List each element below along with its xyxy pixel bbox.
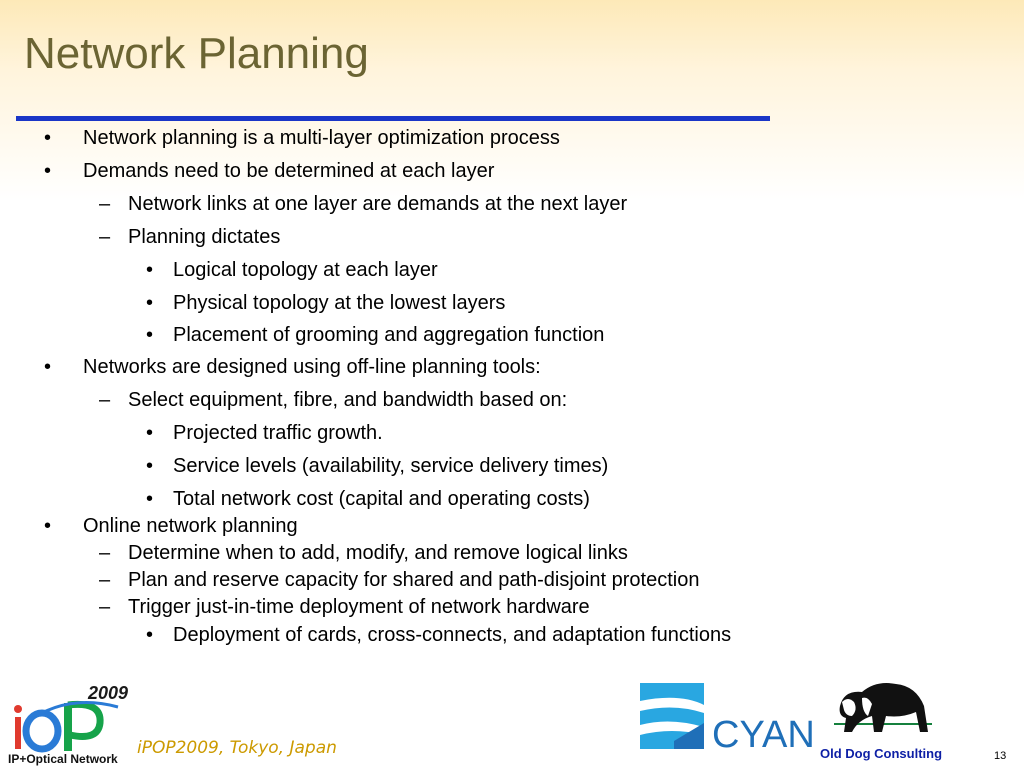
sub-bullet-item: Determine when to add, modify, and remove logical links xyxy=(128,542,628,564)
ipop-year: 2009 xyxy=(88,683,129,703)
old-dog-logo xyxy=(832,676,936,742)
ipop-logo xyxy=(6,683,130,767)
dash-marker: – xyxy=(99,226,111,248)
sub-sub-bullet-item: Total network cost (capital and operating costs) xyxy=(173,488,590,510)
bullet-marker: • xyxy=(44,356,52,378)
bullet-marker: • xyxy=(44,127,52,149)
bullet-item: Demands need to be determined at each layer xyxy=(83,160,495,182)
sub-sub-bullet-item: Projected traffic growth. xyxy=(173,422,383,444)
sub-bullet-item: Network links at one layer are demands at the next layer xyxy=(128,193,628,215)
dash-marker: – xyxy=(99,389,111,411)
page-number: 13 xyxy=(994,750,1007,762)
bullet-marker: • xyxy=(44,515,52,537)
slide-title: Network Planning xyxy=(24,29,369,78)
bullet-item: Network planning is a multi-layer optimization process xyxy=(83,127,560,149)
bullet-marker: • xyxy=(146,488,154,510)
old-dog-consulting-label: Old Dog Consulting xyxy=(820,746,943,761)
sub-sub-bullet-item: Service levels (availability, service delivery times) xyxy=(173,455,609,477)
bullet-item: Networks are designed using off-line planning tools: xyxy=(83,356,541,378)
sub-bullet-item: Trigger just-in-time deployment of network hardware xyxy=(128,596,590,618)
dash-marker: – xyxy=(99,569,111,591)
bullet-marker: • xyxy=(146,624,154,646)
bullet-marker: • xyxy=(146,324,154,346)
bullet-item: Online network planning xyxy=(83,515,298,537)
sub-bullet-item: Plan and reserve capacity for shared and path-disjoint protection xyxy=(128,569,700,591)
title-underline xyxy=(16,116,770,121)
cyan-wordmark: CYAN xyxy=(712,714,815,756)
bullet-marker: • xyxy=(146,292,154,314)
dash-marker: – xyxy=(99,596,111,618)
bullet-marker: • xyxy=(44,160,52,182)
ipop-tagline: IP+Optical Network xyxy=(8,752,118,766)
sub-bullet-item: Select equipment, fibre, and bandwidth based on: xyxy=(128,389,568,411)
sub-sub-bullet-item: Logical topology at each layer xyxy=(173,259,438,281)
bullet-marker: • xyxy=(146,259,154,281)
bullet-marker: • xyxy=(146,422,154,444)
dash-marker: – xyxy=(99,193,111,215)
sub-sub-bullet-item: Placement of grooming and aggregation function xyxy=(173,324,605,346)
bullet-marker: • xyxy=(146,455,154,477)
sub-bullet-item: Planning dictates xyxy=(128,226,281,248)
footer-event-text: iPOP2009, Tokyo, Japan xyxy=(137,738,337,758)
sub-sub-bullet-item: Physical topology at the lowest layers xyxy=(173,292,506,314)
sub-sub-bullet-item: Deployment of cards, cross-connects, and adaptation functions xyxy=(173,624,732,646)
dash-marker: – xyxy=(99,542,111,564)
cyan-logo xyxy=(640,683,815,756)
